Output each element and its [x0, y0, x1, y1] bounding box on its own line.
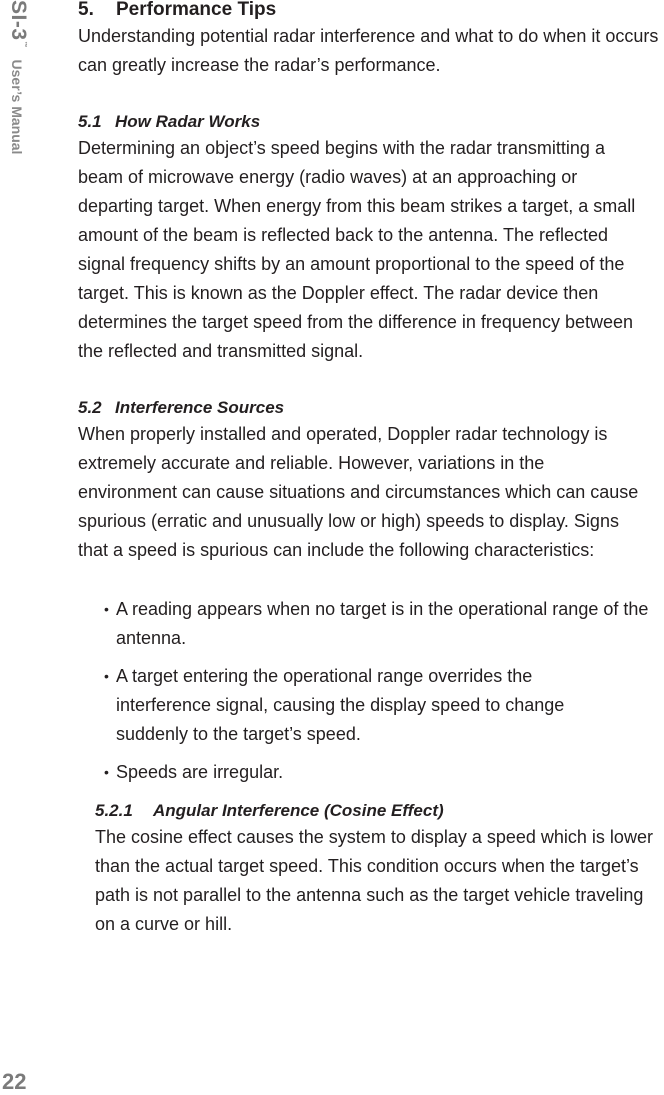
list-item-text: A target entering the operational range overrides the interference signal, causing the display speed to change suddenly to the target’s speed. — [116, 666, 565, 744]
section-5-2-1-number: 5.2.1 — [95, 801, 133, 820]
list-item — [78, 758, 664, 787]
running-header-text — [2, 0, 30, 170]
manual-label: User’s Manual — [9, 59, 25, 155]
section-5-intro: Understanding potential radar interference and what to do when it occurs can greatly increase the radar’s performance. — [78, 26, 659, 75]
section-5-2-body: When properly installed and operated, Doppler radar technology is extremely accurate and reliable. However, variations in the environment can cause situations and circumstances which can cause spurious (erratic and unusually low or high) speeds to display. Signs that a speed is spurious can include the following characteristics: — [78, 424, 639, 560]
section-5-2-1-heading — [95, 799, 655, 823]
bullet-icon: • — [104, 601, 109, 617]
section-5-heading — [78, 0, 664, 22]
document-body — [78, 0, 664, 939]
trademark-symbol: ™ — [21, 41, 27, 48]
section-5-2-title: Interference Sources — [115, 398, 285, 417]
section-5-number: 5. — [78, 0, 94, 20]
section-5-2-1-body: The cosine effect causes the system to display a speed which is lower than the actual target speed. This condition occurs when the target’s path is not parallel to the antenna such as the target vehicle traveling on a curve or hill. — [95, 827, 653, 934]
spurious-signs-list — [78, 595, 664, 787]
section-5-1-number: 5.1 — [78, 112, 102, 131]
section-5-1-title: How Radar Works — [115, 112, 261, 131]
section-5-1-body: Determining an object’s speed begins with the radar transmitting a beam of microwave energy (radio waves) at an approaching or departing target. When energy from this beam strikes a target, a small amount of the beam is reflected back to the antenna. The reflected signal frequency shifts by an amount proportional to the speed of the target. This is known as the Doppler effect. The radar device then determines the target speed from the difference in frequency between the reflected and transmitted signal. — [78, 138, 636, 361]
list-item — [78, 595, 664, 653]
product-name: SI-3 — [7, 0, 30, 41]
list-item-text: A reading appears when no target is in the operational range of the antenna. — [116, 599, 649, 648]
section-5-2-heading — [78, 396, 664, 420]
page-number: 22 — [2, 1069, 27, 1094]
bullet-icon: • — [104, 668, 109, 684]
list-item — [78, 662, 664, 749]
bullet-icon: • — [104, 764, 109, 780]
section-5-1-heading — [78, 110, 664, 134]
list-item-text: Speeds are irregular. — [116, 762, 284, 782]
section-5-2-number: 5.2 — [78, 398, 102, 417]
section-5-2-1 — [78, 799, 655, 939]
section-5-2-1-title: Angular Interference (Cosine Effect) — [153, 801, 444, 820]
running-header — [0, 0, 30, 170]
section-5-title: Performance Tips — [116, 0, 277, 20]
